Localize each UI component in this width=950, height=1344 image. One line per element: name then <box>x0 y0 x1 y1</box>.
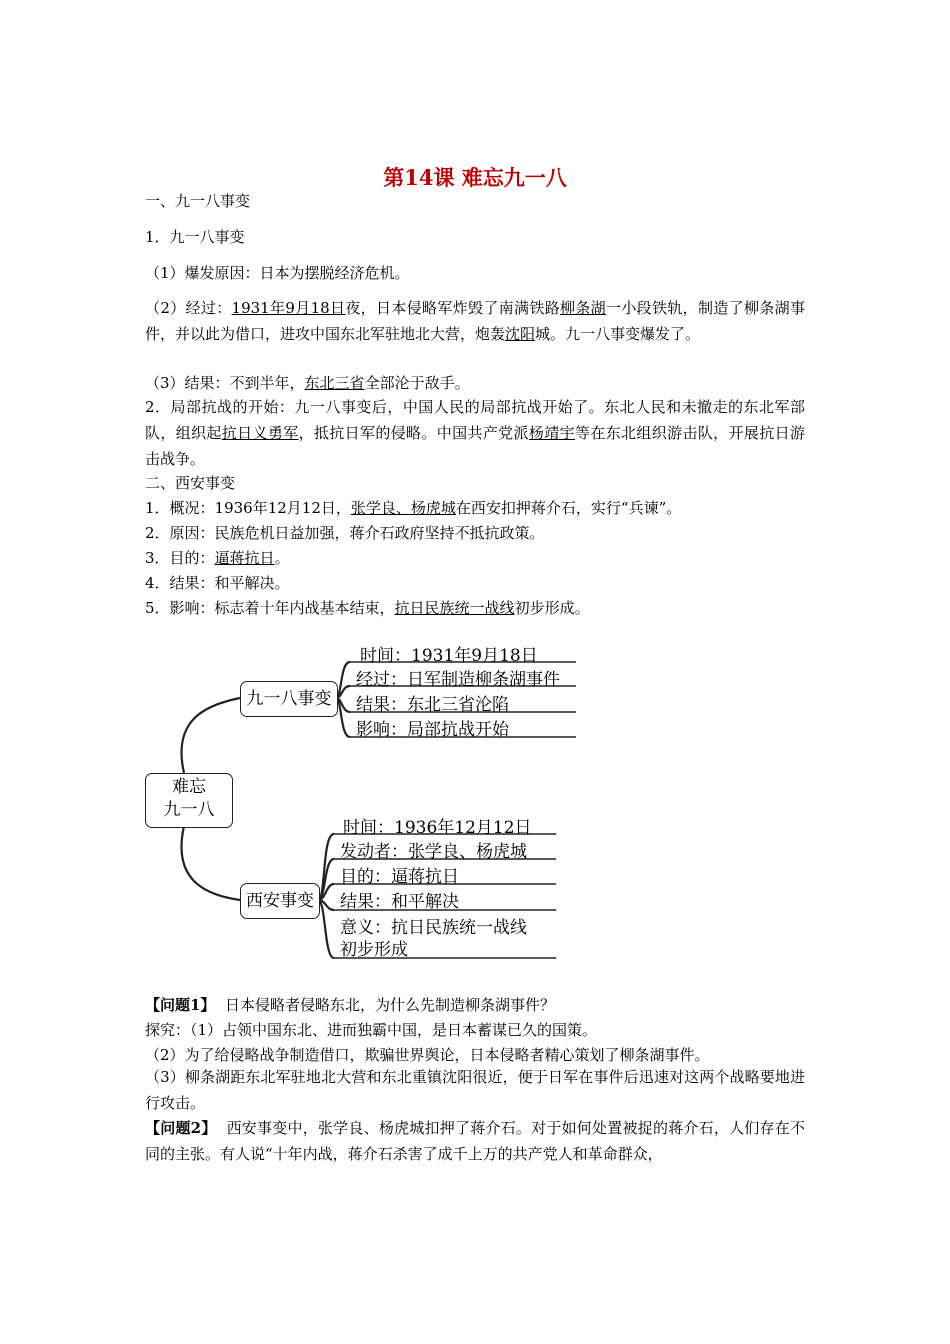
mindmap-918-impact: 影响：局部抗战开始 <box>356 720 509 740</box>
mindmap-xian-significance-cont: 初步形成 <box>340 940 408 960</box>
item-result: （3）结果：不到半年，东北三省全部沦于敌手。 <box>145 374 470 392</box>
mindmap-918-process: 经过：日军制造柳条湖事件 <box>356 670 560 690</box>
subheading-1-1: 1．九一八事变 <box>145 228 245 246</box>
mindmap-xian-time: 时间：1936年12月12日 <box>343 818 532 838</box>
answer-1-part-2: （2）为了给侵略战争制造借口，欺骗世界舆论，日本侵略者精心策划了柳条湖事件。 <box>145 1046 710 1064</box>
section-heading-2: 二、西安事变 <box>145 474 236 492</box>
item-overview: 1．概况：1936年12月12日，张学良、杨虎城在西安扣押蒋介石，实行“兵谏”。 <box>145 499 682 517</box>
item-purpose: 3．目的：逼蒋抗日。 <box>145 549 290 567</box>
section-heading-1: 一、九一八事变 <box>145 192 251 210</box>
page-title: 第14课 难忘九一八 <box>383 165 567 190</box>
mindmap-branch-918: 九一八事变 <box>240 681 338 717</box>
answer-1-part-1: 探究：（1）占领中国东北、进而独霸中国，是日本蓄谋已久的国策。 <box>145 1021 598 1039</box>
item-outcome: 4．结果：和平解决。 <box>145 574 290 592</box>
connector-upper <box>181 698 240 773</box>
connector-lower <box>181 826 240 900</box>
mindmap-918-result: 结果：东北三省沦陷 <box>356 695 509 715</box>
item-process: （2）经过：1931年9月18日夜，日本侵略军炸毁了南满铁路柳条湖一小段铁轨，制造了柳条湖事件，并以此为借口，进攻中国东北军驻地北大营，炮轰沈阳城。九一八事变爆发了。 <box>145 299 805 343</box>
mindmap-center-node: 难忘 九一八 <box>145 773 233 828</box>
mindmap-branch-xian: 西安事变 <box>240 883 320 919</box>
item-local-resistance: 2．局部抗战的开始：九一八事变后，中国人民的局部抗战开始了。东北人民和未撤走的东北军部队，组织起抗日义勇军，抵抗日军的侵略。中国共产党派杨靖宇等在东北组织游击队，开展抗日游击战争。 <box>145 398 805 468</box>
item-reason: 2．原因：民族危机日益加强，蒋介石政府坚持不抵抗政策。 <box>145 524 545 542</box>
mindmap-xian-outcome: 结果：和平解决 <box>340 892 459 912</box>
mindmap-918-time: 时间：1931年9月18日 <box>360 646 538 666</box>
mindmap-xian-significance: 意义：抗日民族统一战线 <box>340 918 527 938</box>
item-cause: （1）爆发原因：日本为摆脱经济危机。 <box>145 264 410 282</box>
item-impact: 5．影响：标志着十年内战基本结束，抗日民族统一战线初步形成。 <box>145 599 590 617</box>
mindmap-xian-initiators: 发动者：张学良、杨虎城 <box>340 842 527 862</box>
answer-1-part-3: （3）柳条湖距东北军驻地北大营和东北重镇沈阳很近，便于日军在事件后迅速对这两个战略要地进行攻击。 <box>145 1068 805 1112</box>
mindmap-xian-purpose: 目的：逼蒋抗日 <box>340 867 459 887</box>
question-2: 【问题2】 西安事变中，张学良、杨虎城扣押了蒋介石。对于如何处置被捉的蒋介石，人们存在不同的主张。有人说“十年内战，蒋介石杀害了成千上万的共产党人和革命群众， <box>145 1119 805 1163</box>
question-1: 【问题1】 日本侵略者侵略东北，为什么先制造柳条湖事件？ <box>145 996 555 1014</box>
